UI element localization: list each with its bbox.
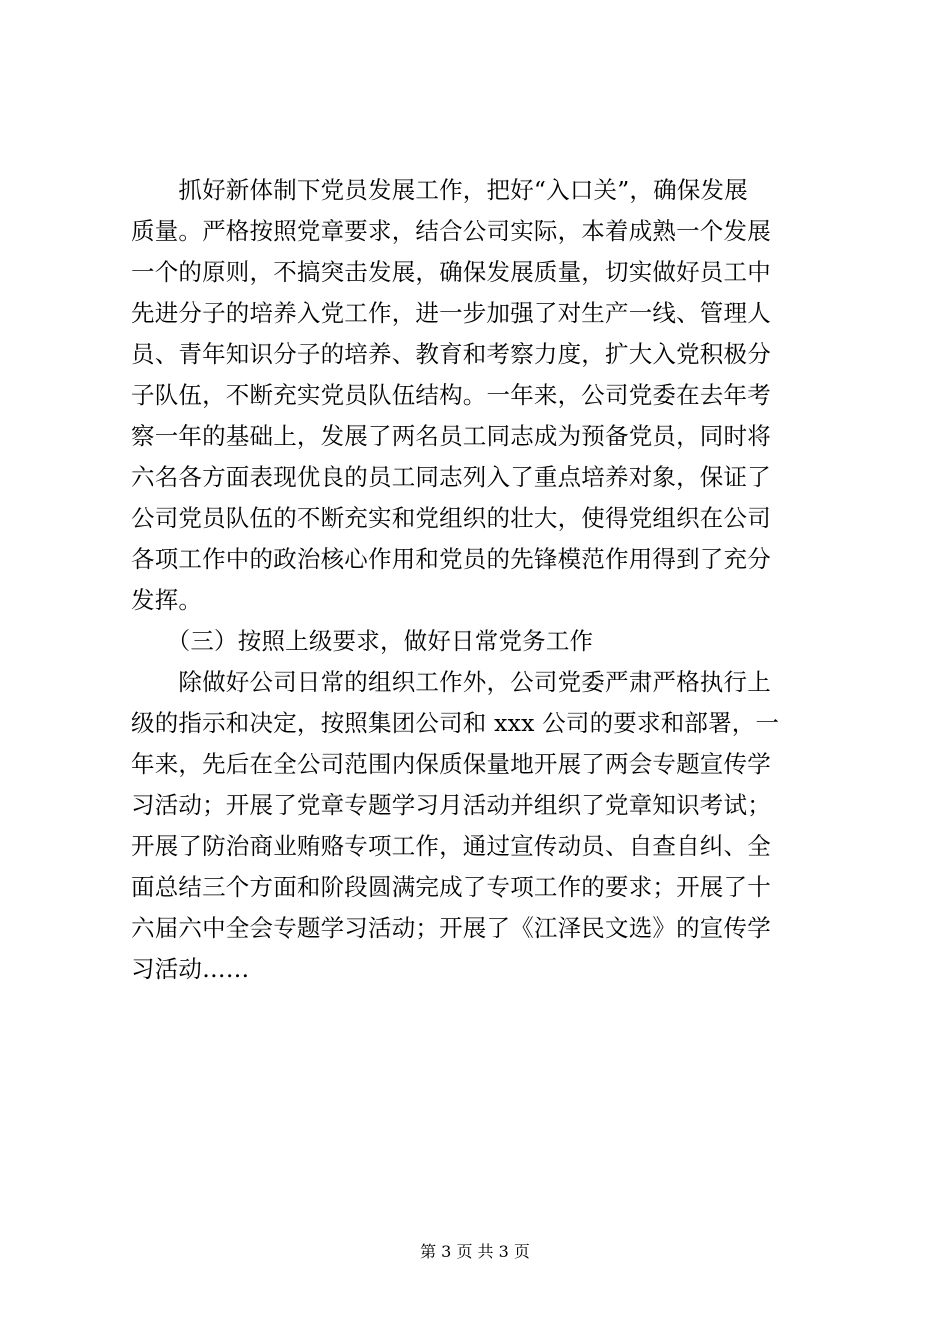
paragraph-line: 发挥。 [131, 586, 203, 614]
paragraph-line: 除做好公司日常的组织工作外，公司党委严肃严格执行上 [131, 668, 771, 696]
paragraph-line: 习活动；开展了党章专题学习月活动并组织了党章知识考试； [131, 791, 771, 819]
paragraph-line: 质量。严格按照党章要求，结合公司实际，本着成熟一个发展 [131, 217, 771, 245]
paragraph-line: 六届六中全会专题学习活动；开展了《江泽民文选》的宣传学 [131, 914, 771, 942]
paragraph-line: 习活动…… [131, 955, 250, 983]
paragraph-line: 先进分子的培养入党工作，进一步加强了对生产一线、管理人 [131, 299, 771, 327]
paragraph-line: 开展了防治商业贿赂专项工作，通过宣传动员、自查自纠、全 [131, 832, 771, 860]
paragraph-line: 察一年的基础上，发展了两名员工同志成为预备党员，同时将 [131, 422, 771, 450]
paragraph-line: 各项工作中的政治核心作用和党员的先锋模范作用得到了充分 [131, 545, 771, 573]
paragraph-line: 抓好新体制下党员发展工作，把好“入口关”，确保发展 [131, 176, 748, 204]
paragraph-line: 年来，先后在全公司范围内保质保量地开展了两会专题宣传学 [131, 750, 771, 778]
paragraph-line: 六名各方面表现优良的员工同志列入了重点培养对象，保证了 [131, 463, 771, 491]
paragraph-line: 一个的原则，不搞突击发展，确保发展质量，切实做好员工中 [131, 258, 771, 286]
paragraph-line: 级的指示和决定，按照集团公司和 xxx 公司的要求和部署，一 [131, 709, 780, 737]
paragraph-line: 子队伍，不断充实党员队伍结构。一年来，公司党委在去年考 [131, 381, 771, 409]
paragraph-line: 面总结三个方面和阶段圆满完成了专项工作的要求；开展了十 [131, 873, 771, 901]
section-heading: （三）按照上级要求，做好日常党务工作 [131, 627, 594, 655]
paragraph-line: 公司党员队伍的不断充实和党组织的壮大，使得党组织在公司 [131, 504, 771, 532]
paragraph-line: 员、青年知识分子的培养、教育和考察力度，扩大入党积极分 [131, 340, 771, 368]
document-body [131, 170, 836, 990]
page-number: 第 3 页 共 3 页 [420, 1242, 530, 1261]
